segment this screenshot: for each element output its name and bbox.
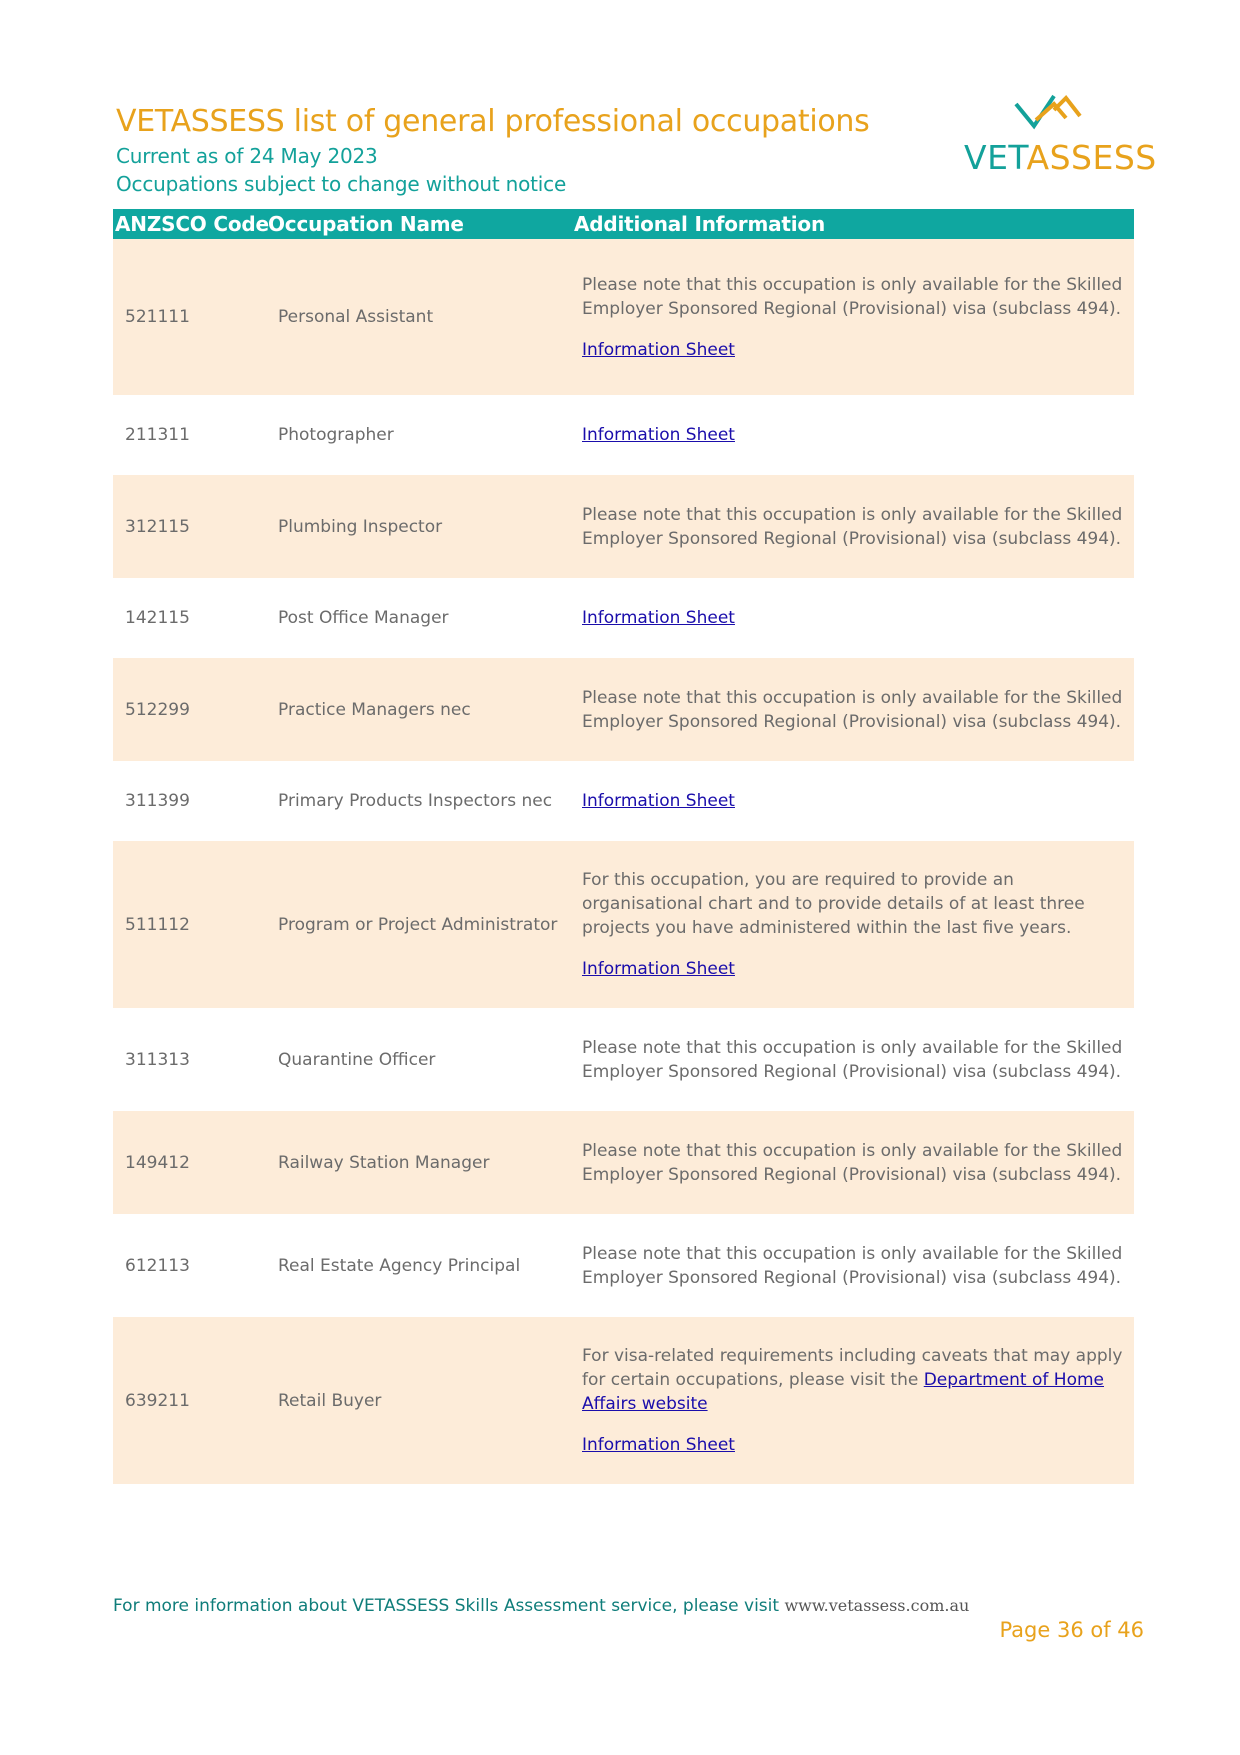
occupations-table [113,209,1134,1484]
logo-text-assess: ASSESS [1026,138,1157,177]
additional-info [572,1344,1134,1457]
footer-url[interactable]: www.vetassess.com.au [784,1596,970,1615]
footer-note [113,1596,969,1616]
table-header-row [113,209,1134,239]
change-notice: Occupations subject to change without notice [116,172,567,196]
home-affairs-link[interactable]: Department of Home Affairs website [582,1370,1104,1414]
occupation-name: Practice Managers nec [278,699,471,720]
column-header-name: Occupation Name [268,212,464,236]
info-text: Please note that this occupation is only available for the Skilled Employer Sponsored Regional (Provisional) visa (subclass 494). [582,1037,1123,1082]
additional-info [572,1242,1134,1290]
logo-text-vet: VET [964,138,1027,177]
information-sheet-link[interactable]: Information Sheet [582,1435,735,1455]
table-row [113,1317,1134,1484]
info-text: Please note that this occupation is only available for the Skilled Employer Sponsored Regional (Provisional) visa (subclass 494). [582,1140,1123,1185]
logo-wordmark [964,140,1157,176]
table-row [113,1008,1134,1111]
occupation-name: Railway Station Manager [278,1152,490,1173]
anzsco-code: 612113 [125,1255,190,1276]
occupation-name: Personal Assistant [278,307,434,327]
occupation-name: Plumbing Inspector [278,516,443,537]
table-row [113,578,1134,658]
occupation-name: Quarantine Officer [278,1049,436,1070]
information-sheet-link[interactable]: Information Sheet [582,339,735,360]
additional-info [572,868,1134,981]
information-sheet-link[interactable]: Information Sheet [582,791,735,811]
anzsco-code: 211311 [125,425,190,445]
info-text: Please note that this occupation is only available for the Skilled Employer Sponsored Regional (Provisional) visa (subclass 494). [582,274,1123,319]
page-title: VETASSESS list of general professional occupations [116,104,870,139]
info-text [582,1344,1126,1416]
anzsco-code: 149412 [125,1152,190,1173]
table-row [113,841,1134,1008]
info-text-prefix: For visa-related requirements including caveats that may apply for certain occupations, please visit the [582,1346,1123,1390]
occupation-name: Primary Products Inspectors nec [278,791,553,811]
information-sheet-link[interactable]: Information Sheet [582,425,735,445]
occupation-name: Real Estate Agency Principal [278,1255,521,1276]
table-row [113,1214,1134,1317]
information-sheet-link[interactable]: Information Sheet [582,959,735,979]
page-number: Page 36 of 46 [999,1618,1144,1642]
occupation-name: Photographer [278,425,394,445]
anzsco-code: 512299 [125,699,190,720]
anzsco-code: 511112 [125,914,190,935]
table-row [113,761,1134,841]
table-row [113,475,1134,578]
current-as-of: Current as of 24 May 2023 [116,144,378,168]
additional-info [572,1036,1134,1084]
occupation-name: Retail Buyer [278,1390,382,1411]
info-text: Please note that this occupation is only available for the Skilled Employer Sponsored Regional (Provisional) visa (subclass 494). [582,687,1123,732]
info-text: For this occupation, you are required to provide an organisational chart and to provide details of at least three projects you have administered within the last five years. [582,870,1085,938]
additional-info [572,789,1134,813]
additional-info [572,606,1134,630]
anzsco-code: 521111 [125,307,190,327]
anzsco-code: 639211 [125,1390,190,1411]
vetassess-logo [964,90,1157,177]
logo-mark-icon [1014,90,1084,136]
footer-text: For more information about VETASSESS Skills Assessment service, please visit [113,1596,785,1616]
column-header-code: ANZSCO Code [115,212,269,236]
table-row [113,658,1134,761]
table-row [113,395,1134,475]
occupation-name: Post Office Manager [278,608,449,628]
additional-info [572,503,1134,551]
anzsco-code: 311313 [125,1049,190,1070]
occupation-name: Program or Project Administrator [278,914,558,935]
info-text: Please note that this occupation is only available for the Skilled Employer Sponsored Regional (Provisional) visa (subclass 494). [582,504,1123,549]
anzsco-code: 312115 [125,516,190,537]
additional-info [572,273,1134,362]
table-row [113,1111,1134,1214]
table-row [113,239,1134,395]
page-header [116,102,936,198]
anzsco-code: 311399 [125,791,190,811]
information-sheet-link[interactable]: Information Sheet [582,608,735,628]
info-text: Please note that this occupation is only available for the Skilled Employer Sponsored Regional (Provisional) visa (subclass 494). [582,1243,1123,1288]
additional-info [572,1139,1134,1187]
additional-info [572,686,1134,734]
additional-info [572,423,1134,447]
anzsco-code: 142115 [125,608,190,628]
column-header-info: Additional Information [574,212,825,236]
